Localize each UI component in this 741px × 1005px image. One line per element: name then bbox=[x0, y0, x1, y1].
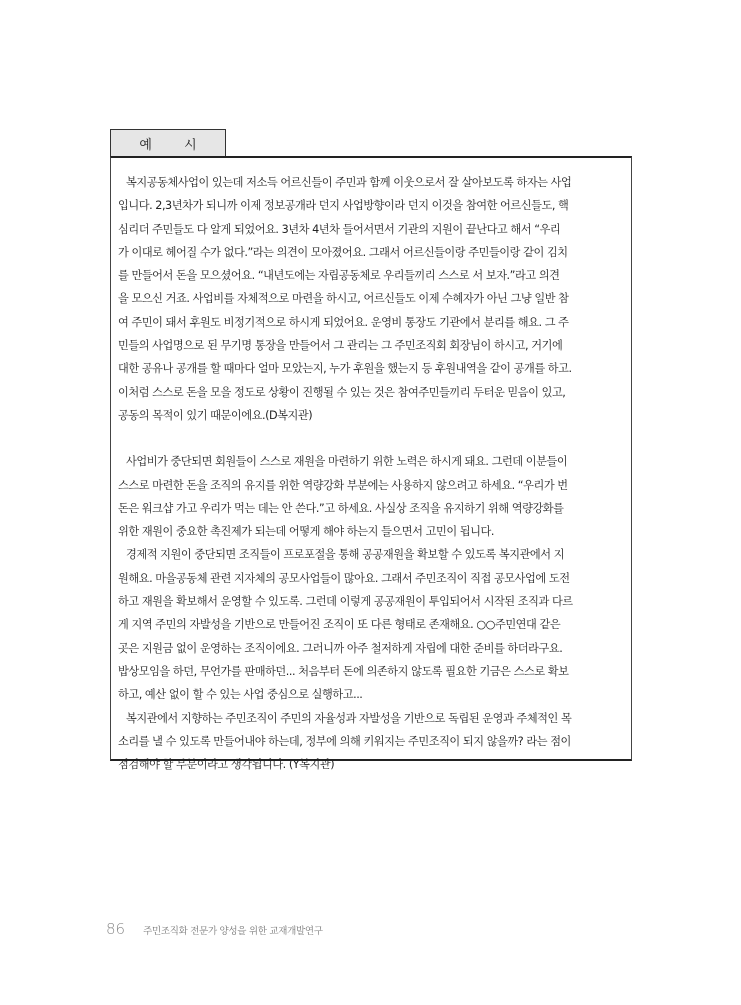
running-title: 주민조직화 전문가 양성을 위한 교재개발연구 bbox=[143, 926, 323, 937]
example-box bbox=[110, 156, 632, 772]
example-box-tab-label: 예 시 bbox=[139, 137, 211, 153]
example-box-tab bbox=[110, 129, 226, 156]
page-footer bbox=[106, 920, 323, 938]
paragraph-spacer bbox=[118, 427, 624, 450]
example-paragraph: 사업비가 중단되면 회원들이 스스로 재원을 마련하기 위한 노력은 하시게 돼요. 그런데 이분들이 스스로 마련한 돈을 조직의 유지를 위한 역량강화 부분에는 사용하지 않으려고 하세요. “우리가 번 돈은 워크샵 가고 우리가 먹는 데는 안 쓴다.”고 하세요. 사실상 조직을 유지하기 위해 역량강화를 위한 재원이 중요한 촉진제가 되는데 어떻게 해야 하는지 들으면서 고민이 됩니다. bbox=[118, 455, 568, 539]
example-paragraph: 복지관에서 지향하는 주민조직이 주민의 자율성과 자발성을 기반으로 독립된 운영과 주체적인 목 소리를 낼 수 있도록 만들어내야 하는데, 정부에 의해 키워지는 주민조직이 되지 않을까? 라는 점이 점검해야 할 부분이라고 생각됩니다. (Y복지관) bbox=[118, 711, 572, 772]
example-paragraph: 경제적 지원이 중단되면 조직들이 프로포절을 통해 공공재원을 확보할 수 있도록 복지관에서 지 원해요. 마을공동체 관련 지자체의 공모사업들이 많아요. 그래서 주민조직이 직접 공모사업에 도전 하고 재원을 확보해서 운영할 수 있도록. 그런데 이렇게 공공재원이 투입되어서 시작된 조직과 다르 게 지역 주민의 자발성을 기반으로 만들어진 조직이 또 다른 형태로 존재해요. ○○주민연대 같은 곳은 지원금 없이 운영하는 조직이에요. 그러니까 아주 철저하게 자립에 대한 준비를 하더라구요. 밥상모임을 하던, 무언가를 판매하던... 처음부터 돈에 의존하지 않도록 필요한 기금은 스스로 확보 하고, 예산 없이 할 수 있는 사업 중심으로 실행하고... bbox=[118, 548, 573, 702]
example-paragraph: 복지공동체사업이 있는데 저소득 어르신들이 주민과 함께 이웃으로서 잘 살아보도록 하자는 사업 입니다. 2,3년차가 되니까 이제 정보공개라 던지 사업방향이라 던지 이것을 참여한 어르신들도, 핵 심리더 주민들도 다 알게 되었어요. 3년차 4년차 들어서면서 기관의 지원이 끝난다고 해서 “우리 가 이대로 헤어질 수가 없다.”라는 의견이 모아졌어요. 그래서 어르신들이랑 주민들이랑 같이 김치 를 만들어서 돈을 모으셨어요. “내년도에는 자립공동체로 우리들끼리 스스로 서 보자.”라고 의견 을 모으신 거죠. 사업비를 자체적으로 마련을 하시고, 어르신들도 이제 수혜자가 아닌 그냥 일반 참 여 주민이 돼서 후원도 비정기적으로 하시게 되었어요. 운영비 통장도 기관에서 분리를 해요. 그 주 민들의 사업명으로 된 무기명 통장을 만들어서 그 관리는 그 주민조직회 회장님이 하시고, 거기에 대한 공유나 공개를 할 때마다 얼마 모았는지, 누가 후원을 했는지 등 후원내역을 같이 공개를 하고. 이처럼 스스로 돈을 모을 정도로 상황이 진행될 수 있는 것은 참여주민들끼리 두터운 믿음이 있고, 공동의 목적이 있기 때문이에요.(D복지관) bbox=[118, 176, 572, 422]
page-number: 86 bbox=[106, 920, 126, 938]
